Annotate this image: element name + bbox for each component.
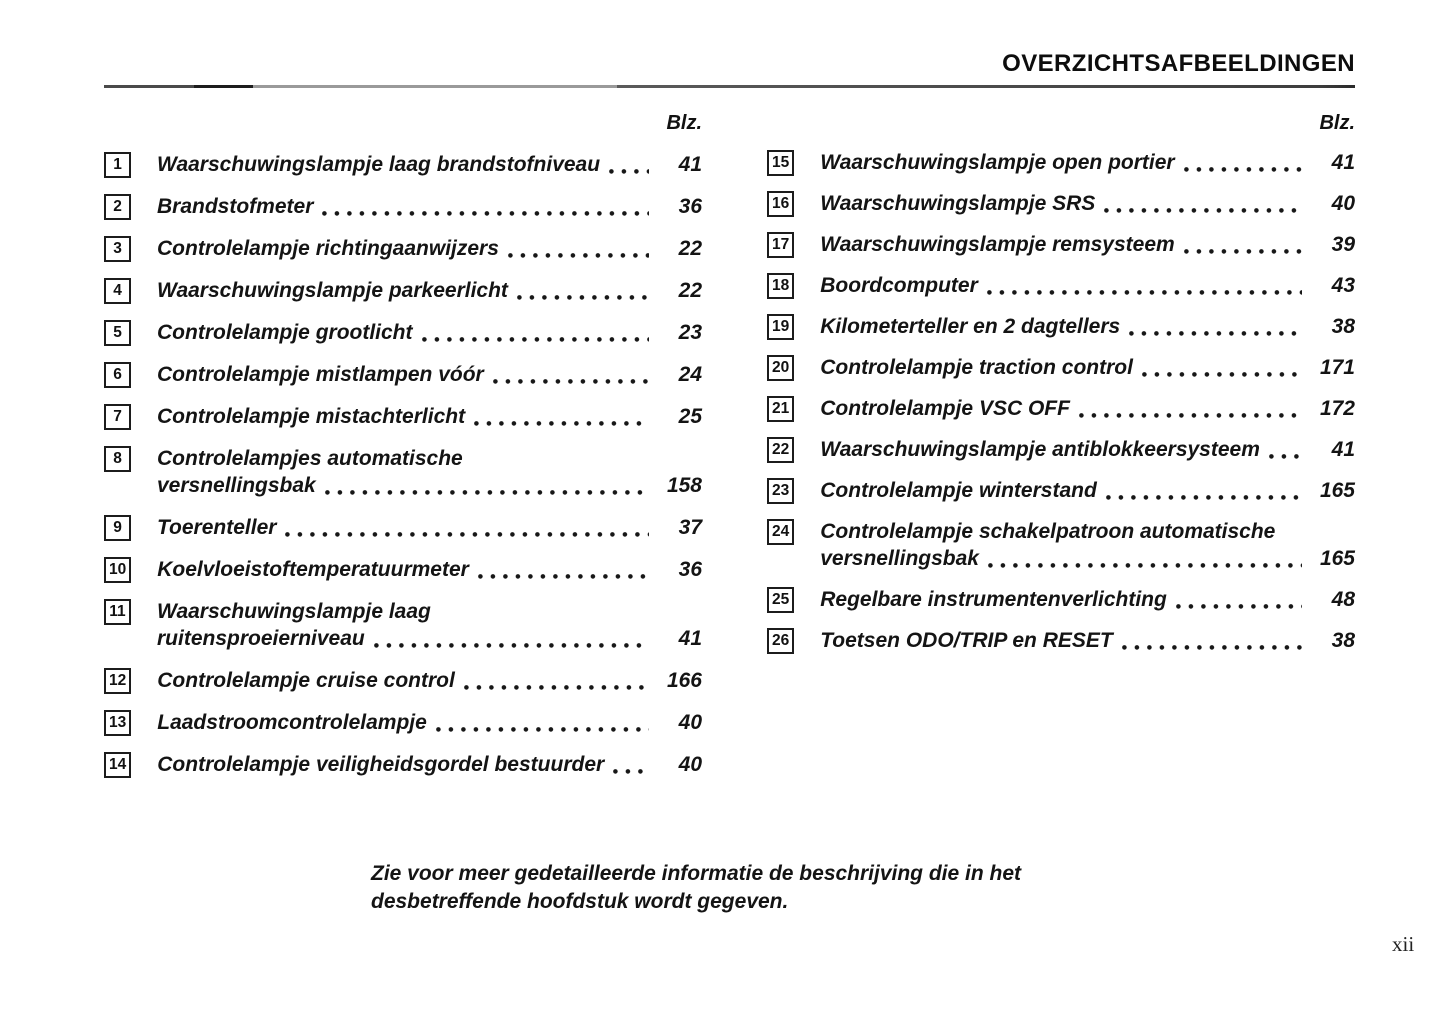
toc-entry — [104, 235, 702, 262]
entry-label-line2: ruitensproeierniveau — [157, 627, 365, 650]
toc-entry — [767, 190, 1355, 217]
page-ref: 25 — [678, 405, 702, 428]
toc-column-right — [767, 110, 1355, 668]
entry-label-line2: versnellingsbak — [157, 474, 316, 497]
entry-label: Toetsen ODO/TRIP en RESET — [820, 629, 1113, 652]
item-number-box: 9 — [104, 515, 131, 541]
entry-label: Controlelampje richtingaanwijzers — [157, 237, 499, 260]
dot-leader — [1120, 313, 1309, 340]
dot-leader — [979, 545, 1309, 572]
footer-note — [371, 860, 1091, 916]
toc-entry — [104, 361, 702, 388]
page-ref: 38 — [1331, 629, 1355, 652]
toc-entry — [767, 395, 1355, 422]
page-ref: 37 — [678, 516, 702, 539]
item-number-box: 21 — [767, 396, 794, 422]
page-ref: 40 — [678, 753, 702, 776]
dot-leader — [1133, 354, 1309, 381]
page-ref: 48 — [1331, 588, 1355, 611]
dot-leader — [484, 361, 656, 388]
item-number-box: 25 — [767, 587, 794, 613]
entry-label: Controlelampje veiligheidsgordel bestuurder — [157, 753, 605, 776]
page-ref: 41 — [1331, 438, 1355, 461]
footer-note-line2: desbetreffende hoofdstuk wordt gegeven. — [371, 890, 789, 913]
item-number-box: 23 — [767, 478, 794, 504]
toc-entry — [767, 627, 1355, 654]
entry-label: Controlelampje winterstand — [820, 479, 1097, 502]
item-number-box: 2 — [104, 194, 131, 220]
dot-leader — [1260, 436, 1309, 463]
dot-leader — [1167, 586, 1309, 613]
item-number-box: 20 — [767, 355, 794, 381]
dot-leader — [508, 277, 656, 304]
dot-leader — [313, 193, 656, 220]
item-number-box: 6 — [104, 362, 131, 388]
toc-entry — [104, 193, 702, 220]
toc-entry — [767, 272, 1355, 299]
dot-leader — [413, 319, 656, 346]
dot-leader — [455, 667, 656, 694]
entry-label: Waarschuwingslampje laag brandstofniveau — [157, 153, 601, 176]
dot-leader — [1113, 627, 1309, 654]
item-number-box: 7 — [104, 404, 131, 430]
page-title: OVERZICHTSAFBEELDINGEN — [1002, 50, 1355, 77]
page-ref: 22 — [678, 279, 702, 302]
toc-entry — [767, 313, 1355, 340]
page-ref: 39 — [1331, 233, 1355, 256]
entry-label: Boordcomputer — [820, 274, 978, 297]
toc-entry — [104, 319, 702, 346]
page-ref: 36 — [678, 195, 702, 218]
item-number-box: 12 — [104, 668, 131, 694]
dot-leader — [1095, 190, 1309, 217]
entry-label: Controlelampje mistachterlicht — [157, 405, 466, 428]
blz-header-right: Blz. — [1319, 112, 1355, 134]
dot-leader — [1097, 477, 1309, 504]
toc-entry — [767, 518, 1355, 572]
page-ref: 38 — [1331, 315, 1355, 338]
page-ref: 23 — [678, 321, 702, 344]
toc-entry — [104, 151, 702, 178]
dot-leader — [1175, 149, 1309, 176]
toc-entry — [104, 709, 702, 736]
page-ref: 22 — [678, 237, 702, 260]
dot-leader — [365, 625, 656, 652]
toc-entry — [767, 354, 1355, 381]
toc-entry — [104, 556, 702, 583]
entry-label: Waarschuwingslampje remsysteem — [820, 233, 1175, 256]
item-number-box: 3 — [104, 236, 131, 262]
item-number-box: 16 — [767, 191, 794, 217]
item-number-box: 24 — [767, 519, 794, 545]
item-number-box: 4 — [104, 278, 131, 304]
page-ref: 41 — [678, 627, 702, 650]
toc-entry — [104, 277, 702, 304]
toc-entry — [104, 445, 702, 499]
dot-leader — [1175, 231, 1309, 258]
page-ref: 165 — [1319, 547, 1355, 570]
dot-leader — [276, 514, 656, 541]
item-number-box: 8 — [104, 446, 131, 472]
toc-entry — [767, 586, 1355, 613]
blz-header-left: Blz. — [666, 112, 702, 134]
page-ref: 165 — [1319, 479, 1355, 502]
entry-label: Controlelampje VSC OFF — [820, 397, 1070, 420]
item-number-box: 22 — [767, 437, 794, 463]
footer-note-line1: Zie voor meer gedetailleerde informatie de beschrijving die in het — [371, 862, 1022, 885]
entry-label: Waarschuwingslampje laag — [157, 600, 431, 623]
dot-leader — [604, 751, 656, 778]
entry-label: Waarschuwingslampje antiblokkeersysteem — [820, 438, 1260, 461]
page-ref: 158 — [666, 474, 702, 497]
entry-label: Regelbare instrumentenverlichting — [820, 588, 1167, 611]
entry-label: Laadstroomcontrolelampje — [157, 711, 427, 734]
dot-leader — [1070, 395, 1309, 422]
item-number-box: 11 — [104, 599, 131, 625]
dot-leader — [427, 709, 656, 736]
entry-label: Controlelampje mistlampen vóór — [157, 363, 484, 386]
page-ref: 43 — [1331, 274, 1355, 297]
entry-label: Waarschuwingslampje parkeerlicht — [157, 279, 508, 302]
toc-entry — [104, 667, 702, 694]
entry-label: Koelvloeistoftemperatuurmeter — [157, 558, 469, 581]
page-ref: 41 — [678, 153, 702, 176]
entry-label: Controlelampje traction control — [820, 356, 1133, 379]
page-ref: 24 — [678, 363, 702, 386]
item-number-box: 15 — [767, 150, 794, 176]
item-number-box: 19 — [767, 314, 794, 340]
dot-leader — [499, 235, 656, 262]
dot-leader — [600, 151, 656, 178]
item-number-box: 18 — [767, 273, 794, 299]
dot-leader — [469, 556, 656, 583]
item-number-box: 13 — [104, 710, 131, 736]
toc-entry — [104, 403, 702, 430]
page-ref: 41 — [1331, 151, 1355, 174]
toc-entry — [767, 436, 1355, 463]
page-number: xii — [1392, 932, 1415, 956]
toc-entry — [104, 514, 702, 541]
entry-label: Kilometerteller en 2 dagtellers — [820, 315, 1121, 338]
dot-leader — [316, 472, 656, 499]
dot-leader — [978, 272, 1309, 299]
entry-label: Controlelampje cruise control — [157, 669, 455, 692]
item-number-box: 10 — [104, 557, 131, 583]
page-ref: 166 — [666, 669, 702, 692]
entry-label: Toerenteller — [157, 516, 277, 539]
entry-label: Waarschuwingslampje SRS — [820, 192, 1096, 215]
item-number-box: 26 — [767, 628, 794, 654]
item-number-box: 14 — [104, 752, 131, 778]
toc-entry — [767, 477, 1355, 504]
toc-entry — [104, 598, 702, 652]
page-ref: 36 — [678, 558, 702, 581]
entry-label: Controlelampje grootlicht — [157, 321, 413, 344]
toc-entry — [767, 149, 1355, 176]
entry-label-line2: versnellingsbak — [820, 547, 979, 570]
entry-label: Waarschuwingslampje open portier — [820, 151, 1175, 174]
item-number-box: 5 — [104, 320, 131, 346]
dot-leader — [465, 403, 656, 430]
item-number-box: 17 — [767, 232, 794, 258]
toc-entry — [767, 231, 1355, 258]
page-ref: 40 — [678, 711, 702, 734]
entry-label: Controlelampje schakelpatroon automatische — [820, 520, 1276, 543]
entry-label: Brandstofmeter — [157, 195, 314, 218]
entry-label: Controlelampjes automatische — [157, 447, 463, 470]
toc-column-left — [104, 110, 702, 793]
page-ref: 172 — [1319, 397, 1355, 420]
page-ref: 40 — [1331, 192, 1355, 215]
page-ref: 171 — [1319, 356, 1355, 379]
header-divider — [104, 85, 1355, 88]
item-number-box: 1 — [104, 152, 131, 178]
toc-entry — [104, 751, 702, 778]
